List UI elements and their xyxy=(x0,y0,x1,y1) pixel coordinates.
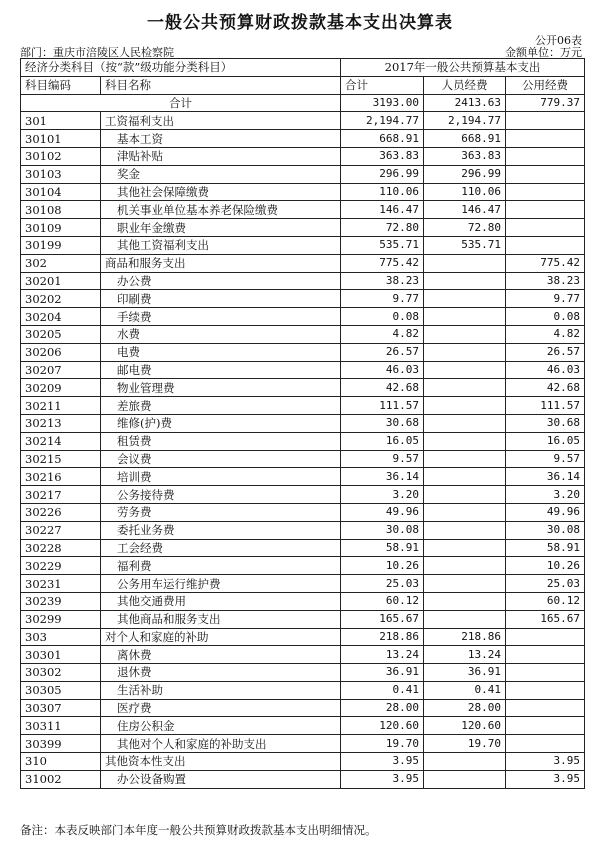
row-code: 30214 xyxy=(21,432,101,450)
row-code: 30211 xyxy=(21,397,101,415)
row-personnel: 13.24 xyxy=(424,646,506,664)
row-personnel: 72.80 xyxy=(424,219,506,237)
row-code: 30204 xyxy=(21,308,101,326)
row-name: 其他工资福利支出 xyxy=(101,236,341,254)
row-total: 9.57 xyxy=(341,450,424,468)
table-row xyxy=(21,486,585,504)
row-name: 维修(护)费 xyxy=(101,414,341,432)
row-code: 30104 xyxy=(21,183,101,201)
row-public xyxy=(506,112,585,130)
row-total: 110.06 xyxy=(341,183,424,201)
table-row xyxy=(21,681,585,699)
table-row xyxy=(21,717,585,735)
row-code: 30231 xyxy=(21,575,101,593)
table-row xyxy=(21,503,585,521)
row-public: 60.12 xyxy=(506,592,585,610)
row-code: 30206 xyxy=(21,343,101,361)
row-personnel xyxy=(424,325,506,343)
table-row xyxy=(21,521,585,539)
row-personnel: 36.91 xyxy=(424,664,506,682)
row-name: 培训费 xyxy=(101,468,341,486)
row-total: 296.99 xyxy=(341,165,424,183)
row-personnel xyxy=(424,486,506,504)
row-name: 离休费 xyxy=(101,646,341,664)
table-row xyxy=(21,770,585,788)
row-personnel xyxy=(424,254,506,272)
row-public: 775.42 xyxy=(506,254,585,272)
row-code: 30202 xyxy=(21,290,101,308)
table-row xyxy=(21,361,585,379)
row-public xyxy=(506,236,585,254)
table-row xyxy=(21,539,585,557)
row-personnel xyxy=(424,753,506,771)
row-total: 49.96 xyxy=(341,503,424,521)
row-total: 36.14 xyxy=(341,468,424,486)
table-row xyxy=(21,272,585,290)
row-code: 30103 xyxy=(21,165,101,183)
row-total: 72.80 xyxy=(341,219,424,237)
row-code: 30213 xyxy=(21,414,101,432)
row-name: 手续费 xyxy=(101,308,341,326)
row-name: 退休费 xyxy=(101,664,341,682)
code-header: 科目编码 xyxy=(21,76,101,94)
row-code: 30199 xyxy=(21,236,101,254)
row-name: 福利费 xyxy=(101,557,341,575)
row-code: 30307 xyxy=(21,699,101,717)
row-code: 30305 xyxy=(21,681,101,699)
row-total: 146.47 xyxy=(341,201,424,219)
table-row xyxy=(21,254,585,272)
category-header: 经济分类科目（按“款”级功能分类科目） xyxy=(21,59,341,77)
table-code: 公开06表 xyxy=(535,34,582,47)
row-public xyxy=(506,628,585,646)
row-total: 111.57 xyxy=(341,397,424,415)
row-name: 其他商品和服务支出 xyxy=(101,610,341,628)
table-row xyxy=(21,450,585,468)
row-code: 30217 xyxy=(21,486,101,504)
row-total: 535.71 xyxy=(341,236,424,254)
row-personnel: 535.71 xyxy=(424,236,506,254)
row-public: 9.57 xyxy=(506,450,585,468)
row-code: 30102 xyxy=(21,147,101,165)
row-personnel: 2,194.77 xyxy=(424,112,506,130)
total-label: 合计 xyxy=(21,94,341,112)
row-public xyxy=(506,147,585,165)
table-row xyxy=(21,414,585,432)
row-personnel xyxy=(424,432,506,450)
row-personnel xyxy=(424,272,506,290)
row-public xyxy=(506,165,585,183)
row-total: 0.41 xyxy=(341,681,424,699)
row-name: 工资福利支出 xyxy=(101,112,341,130)
row-public: 38.23 xyxy=(506,272,585,290)
table-row xyxy=(21,628,585,646)
row-name: 基本工资 xyxy=(101,130,341,148)
row-personnel xyxy=(424,539,506,557)
row-public: 10.26 xyxy=(506,557,585,575)
row-public: 49.96 xyxy=(506,503,585,521)
table-row xyxy=(21,379,585,397)
row-personnel xyxy=(424,379,506,397)
row-public: 30.68 xyxy=(506,414,585,432)
row-name: 商品和服务支出 xyxy=(101,254,341,272)
row-code: 30227 xyxy=(21,521,101,539)
table-row xyxy=(21,575,585,593)
row-public xyxy=(506,646,585,664)
row-name: 其他资本性支出 xyxy=(101,753,341,771)
row-personnel xyxy=(424,610,506,628)
row-personnel: 218.86 xyxy=(424,628,506,646)
row-personnel: 363.83 xyxy=(424,147,506,165)
row-code: 30201 xyxy=(21,272,101,290)
row-total: 46.03 xyxy=(341,361,424,379)
row-total: 28.00 xyxy=(341,699,424,717)
expenditure-table xyxy=(20,58,585,789)
row-name: 差旅费 xyxy=(101,397,341,415)
department-label: 部门：重庆市涪陵区人民检察院 xyxy=(20,46,174,59)
table-row xyxy=(21,735,585,753)
row-public: 26.57 xyxy=(506,343,585,361)
row-personnel xyxy=(424,290,506,308)
row-code: 31002 xyxy=(21,770,101,788)
row-total: 668.91 xyxy=(341,130,424,148)
name-header: 科目名称 xyxy=(101,76,341,94)
row-total: 30.68 xyxy=(341,414,424,432)
row-name: 物业管理费 xyxy=(101,379,341,397)
row-public: 16.05 xyxy=(506,432,585,450)
row-personnel xyxy=(424,592,506,610)
row-public: 3.95 xyxy=(506,753,585,771)
row-name: 办公设备购置 xyxy=(101,770,341,788)
row-name: 办公费 xyxy=(101,272,341,290)
table-row xyxy=(21,699,585,717)
row-personnel xyxy=(424,468,506,486)
row-public: 3.20 xyxy=(506,486,585,504)
row-total: 36.91 xyxy=(341,664,424,682)
row-public: 30.08 xyxy=(506,521,585,539)
row-name: 租赁费 xyxy=(101,432,341,450)
table-row xyxy=(21,557,585,575)
row-name: 水费 xyxy=(101,325,341,343)
row-name: 工会经费 xyxy=(101,539,341,557)
row-public xyxy=(506,699,585,717)
row-code: 30216 xyxy=(21,468,101,486)
row-name: 其他对个人和家庭的补助支出 xyxy=(101,735,341,753)
row-public xyxy=(506,735,585,753)
row-name: 劳务费 xyxy=(101,503,341,521)
row-personnel xyxy=(424,397,506,415)
table-row xyxy=(21,397,585,415)
row-name: 奖金 xyxy=(101,165,341,183)
row-code: 303 xyxy=(21,628,101,646)
row-code: 30311 xyxy=(21,717,101,735)
row-code: 30205 xyxy=(21,325,101,343)
row-name: 津贴补贴 xyxy=(101,147,341,165)
row-total: 3.20 xyxy=(341,486,424,504)
row-name: 邮电费 xyxy=(101,361,341,379)
row-personnel xyxy=(424,343,506,361)
row-total: 30.08 xyxy=(341,521,424,539)
row-name: 公务接待费 xyxy=(101,486,341,504)
row-code: 30301 xyxy=(21,646,101,664)
row-total: 38.23 xyxy=(341,272,424,290)
row-total: 2,194.77 xyxy=(341,112,424,130)
row-total: 0.08 xyxy=(341,308,424,326)
row-total: 218.86 xyxy=(341,628,424,646)
row-personnel: 120.60 xyxy=(424,717,506,735)
row-personnel xyxy=(424,575,506,593)
public-header: 公用经费 xyxy=(506,76,585,94)
row-public: 0.08 xyxy=(506,308,585,326)
row-personnel xyxy=(424,414,506,432)
table-row xyxy=(21,201,585,219)
row-name: 医疗费 xyxy=(101,699,341,717)
row-total: 775.42 xyxy=(341,254,424,272)
row-name: 生活补助 xyxy=(101,681,341,699)
row-public xyxy=(506,219,585,237)
row-total: 3.95 xyxy=(341,770,424,788)
row-name: 会议费 xyxy=(101,450,341,468)
table-row xyxy=(21,290,585,308)
row-code: 30109 xyxy=(21,219,101,237)
row-personnel: 668.91 xyxy=(424,130,506,148)
total-value: 3193.00 xyxy=(341,94,424,112)
row-public: 9.77 xyxy=(506,290,585,308)
row-personnel: 146.47 xyxy=(424,201,506,219)
header-row-2 xyxy=(21,76,585,94)
footnote: 备注：本表反映部门本年度一般公共预算财政拨款基本支出明细情况。 xyxy=(20,823,377,837)
row-total: 60.12 xyxy=(341,592,424,610)
total-header: 合计 xyxy=(341,76,424,94)
row-total: 363.83 xyxy=(341,147,424,165)
row-public xyxy=(506,201,585,219)
row-name: 对个人和家庭的补助 xyxy=(101,628,341,646)
row-code: 30299 xyxy=(21,610,101,628)
row-public: 36.14 xyxy=(506,468,585,486)
row-total: 165.67 xyxy=(341,610,424,628)
table-row xyxy=(21,147,585,165)
row-public: 25.03 xyxy=(506,575,585,593)
row-total: 4.82 xyxy=(341,325,424,343)
row-total: 26.57 xyxy=(341,343,424,361)
row-public xyxy=(506,183,585,201)
table-row xyxy=(21,325,585,343)
table-row xyxy=(21,432,585,450)
row-public xyxy=(506,130,585,148)
row-name: 住房公积金 xyxy=(101,717,341,735)
row-code: 30239 xyxy=(21,592,101,610)
table-row xyxy=(21,592,585,610)
row-total: 42.68 xyxy=(341,379,424,397)
total-row xyxy=(21,94,585,112)
row-name: 其他社会保障缴费 xyxy=(101,183,341,201)
row-total: 16.05 xyxy=(341,432,424,450)
table-row xyxy=(21,130,585,148)
total-public: 779.37 xyxy=(506,94,585,112)
row-name: 委托业务费 xyxy=(101,521,341,539)
row-total: 120.60 xyxy=(341,717,424,735)
row-code: 30215 xyxy=(21,450,101,468)
row-personnel: 110.06 xyxy=(424,183,506,201)
table-row xyxy=(21,610,585,628)
row-code: 30302 xyxy=(21,664,101,682)
row-name: 机关事业单位基本养老保险缴费 xyxy=(101,201,341,219)
row-total: 10.26 xyxy=(341,557,424,575)
table-row xyxy=(21,343,585,361)
table-row xyxy=(21,753,585,771)
row-personnel xyxy=(424,770,506,788)
row-total: 3.95 xyxy=(341,753,424,771)
table-row xyxy=(21,236,585,254)
row-name: 其他交通费用 xyxy=(101,592,341,610)
row-personnel xyxy=(424,557,506,575)
row-public: 58.91 xyxy=(506,539,585,557)
table-row xyxy=(21,165,585,183)
row-code: 30207 xyxy=(21,361,101,379)
row-name: 职业年金缴费 xyxy=(101,219,341,237)
row-public: 4.82 xyxy=(506,325,585,343)
row-name: 电费 xyxy=(101,343,341,361)
row-code: 310 xyxy=(21,753,101,771)
row-name: 印刷费 xyxy=(101,290,341,308)
row-personnel: 19.70 xyxy=(424,735,506,753)
row-public: 46.03 xyxy=(506,361,585,379)
row-personnel xyxy=(424,503,506,521)
row-personnel xyxy=(424,521,506,539)
table-row xyxy=(21,183,585,201)
row-total: 58.91 xyxy=(341,539,424,557)
table-row xyxy=(21,308,585,326)
row-total: 25.03 xyxy=(341,575,424,593)
row-public xyxy=(506,681,585,699)
row-personnel: 0.41 xyxy=(424,681,506,699)
row-code: 301 xyxy=(21,112,101,130)
row-public: 3.95 xyxy=(506,770,585,788)
row-code: 30108 xyxy=(21,201,101,219)
header-row-1 xyxy=(21,59,585,77)
table-row xyxy=(21,219,585,237)
row-personnel: 296.99 xyxy=(424,165,506,183)
table-row xyxy=(21,646,585,664)
row-code: 30399 xyxy=(21,735,101,753)
row-public xyxy=(506,664,585,682)
row-code: 30228 xyxy=(21,539,101,557)
row-personnel: 28.00 xyxy=(424,699,506,717)
row-total: 13.24 xyxy=(341,646,424,664)
row-public: 111.57 xyxy=(506,397,585,415)
row-personnel xyxy=(424,450,506,468)
table-row xyxy=(21,468,585,486)
row-code: 302 xyxy=(21,254,101,272)
row-personnel xyxy=(424,361,506,379)
row-public xyxy=(506,717,585,735)
page-title: 一般公共预算财政拨款基本支出决算表 xyxy=(147,13,453,33)
personnel-header: 人员经费 xyxy=(424,76,506,94)
table-row xyxy=(21,112,585,130)
group-header: 2017年一般公共预算基本支出 xyxy=(341,59,585,77)
row-code: 30226 xyxy=(21,503,101,521)
row-total: 9.77 xyxy=(341,290,424,308)
row-name: 公务用车运行维护费 xyxy=(101,575,341,593)
row-code: 30209 xyxy=(21,379,101,397)
row-public: 42.68 xyxy=(506,379,585,397)
row-public: 165.67 xyxy=(506,610,585,628)
row-total: 19.70 xyxy=(341,735,424,753)
row-personnel xyxy=(424,308,506,326)
row-code: 30101 xyxy=(21,130,101,148)
row-code: 30229 xyxy=(21,557,101,575)
table-row xyxy=(21,664,585,682)
unit-label: 金额单位：万元 xyxy=(505,46,582,59)
total-personnel: 2413.63 xyxy=(424,94,506,112)
